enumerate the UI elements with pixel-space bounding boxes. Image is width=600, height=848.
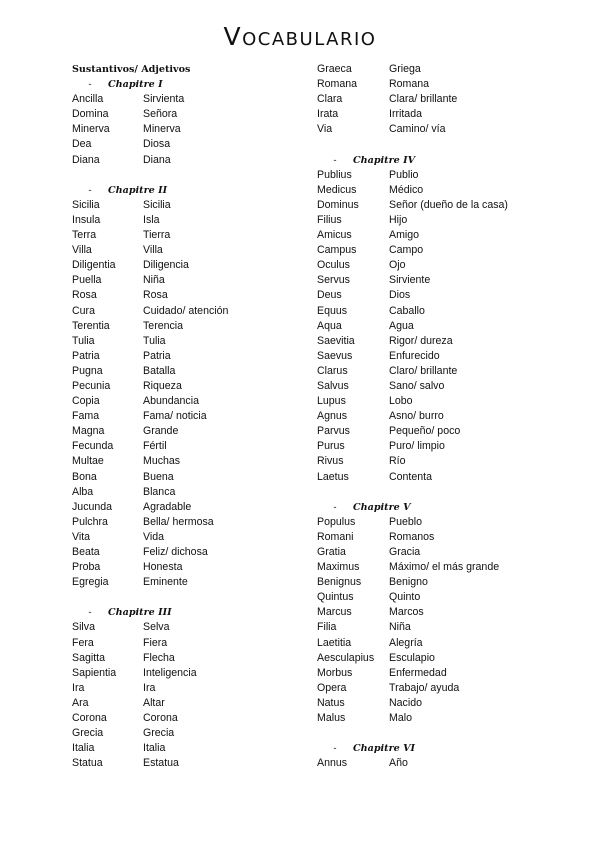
vocab-row [317, 530, 577, 545]
spanish-translation: Terencia [143, 319, 184, 332]
spanish-translation: Ira [143, 681, 156, 694]
vocab-row [317, 228, 577, 243]
vocab-row [72, 137, 292, 152]
spanish-translation: Cuidado/ atención [143, 304, 229, 317]
latin-word: Aqua [317, 319, 342, 332]
spanish-translation: Fértil [143, 440, 167, 453]
spanish-translation: Estatua [143, 757, 179, 770]
latin-word: Saevus [317, 349, 353, 362]
vocab-row [317, 470, 577, 485]
vocab-row [317, 334, 577, 349]
right-column [317, 62, 577, 771]
latin-word: Marcus [317, 606, 352, 619]
vocab-row [317, 394, 577, 409]
latin-word: Terentia [72, 319, 110, 332]
vocab-row [317, 666, 577, 681]
vocab-row [72, 319, 292, 334]
spanish-translation: Ojo [389, 259, 406, 272]
latin-word: Silva [72, 621, 95, 634]
latin-word: Oculus [317, 259, 350, 272]
vocab-row [72, 334, 292, 349]
spanish-translation: Flecha [143, 651, 175, 664]
vocab-row [317, 575, 577, 590]
latin-word: Parvus [317, 425, 350, 438]
latin-word: Multae [72, 455, 104, 468]
vocab-row [72, 545, 292, 560]
spanish-translation: Pueblo [389, 515, 422, 528]
vocab-row [317, 590, 577, 605]
vocab-row [317, 454, 577, 469]
latin-word: Diligentia [72, 259, 116, 272]
vocab-row [317, 711, 577, 726]
latin-word: Insula [72, 213, 101, 226]
latin-word: Minerva [72, 123, 110, 136]
spanish-translation: Trabajo/ ayuda [389, 681, 460, 694]
bullet-dash: - [88, 79, 92, 91]
latin-word: Gratia [317, 546, 346, 558]
vocab-row [317, 183, 577, 198]
latin-word: Salvus [317, 379, 349, 392]
latin-word: Clara [317, 93, 343, 106]
latin-word: Laetus [317, 470, 349, 483]
latin-word: Bona [72, 470, 97, 483]
vocab-row [317, 756, 577, 771]
spanish-translation: Bella/ hermosa [143, 515, 214, 528]
vocab-row [317, 288, 577, 303]
latin-word: Beata [72, 546, 100, 558]
spanish-translation: Romana [389, 78, 430, 91]
spanish-translation: Patria [143, 349, 171, 362]
section-spacer [317, 726, 577, 741]
latin-word: Irata [317, 108, 339, 121]
latin-word: Purus [317, 440, 345, 453]
spanish-translation: Niña [143, 274, 165, 287]
latin-word: Sagitta [72, 651, 105, 664]
latin-word: Amicus [317, 229, 352, 242]
latin-word: Pugna [72, 364, 103, 377]
vocab-row [72, 636, 292, 651]
vocab-row [72, 560, 292, 575]
latin-word: Sicilia [72, 198, 100, 211]
latin-word: Dea [72, 138, 92, 151]
latin-word: Lupus [317, 395, 346, 408]
chapter-heading [72, 605, 292, 620]
spanish-translation: Puro/ limpio [389, 440, 445, 453]
section-spacer [317, 485, 577, 500]
spanish-translation: Muchas [143, 455, 181, 468]
latin-word: Romani [317, 530, 354, 543]
latin-word: Alba [72, 485, 94, 498]
chapter-title: Chapitre V [353, 501, 411, 513]
chapter-title: Chapitre I [108, 79, 163, 91]
latin-word: Natus [317, 696, 345, 709]
vocab-row [72, 424, 292, 439]
vocab-row [72, 530, 292, 545]
spanish-translation: Río [389, 455, 406, 468]
latin-word: Morbus [317, 666, 353, 679]
vocab-row [317, 258, 577, 273]
latin-word: Fama [72, 410, 100, 423]
spanish-translation: Claro/ brillante [389, 364, 458, 377]
vocab-row [317, 77, 577, 92]
vocab-row [72, 651, 292, 666]
vocab-row [317, 424, 577, 439]
spanish-translation: Grande [143, 425, 179, 438]
vocab-row [317, 92, 577, 107]
spanish-translation: Niña [389, 621, 411, 634]
latin-word: Laetitia [317, 636, 352, 649]
chapter-title: Chapitre III [108, 607, 172, 619]
latin-word: Annus [317, 757, 348, 770]
chapter-heading [317, 153, 577, 168]
vocab-row [317, 198, 577, 213]
spanish-translation: Enfermedad [389, 666, 447, 679]
bullet-dash: - [88, 184, 92, 196]
spanish-translation: Selva [143, 621, 170, 634]
spanish-translation: Nacido [389, 696, 422, 709]
vocab-row [317, 168, 577, 183]
spanish-translation: Feliz/ dichosa [143, 546, 208, 558]
latin-word: Servus [317, 274, 350, 287]
latin-word: Statua [72, 757, 103, 770]
vocab-row [72, 107, 292, 122]
vocab-row [317, 243, 577, 258]
spanish-translation: Minerva [143, 123, 181, 136]
vocab-row [317, 62, 577, 77]
spanish-translation: Publio [389, 168, 419, 181]
latin-word: Fecunda [72, 440, 114, 453]
latin-word: Deus [317, 289, 342, 302]
spanish-translation: Grecia [143, 727, 175, 740]
spanish-translation: Amigo [389, 229, 420, 242]
vocab-row [72, 500, 292, 515]
vocab-row [72, 122, 292, 137]
vocab-row [317, 605, 577, 620]
spanish-translation: Blanca [143, 485, 176, 498]
latin-word: Malus [317, 712, 346, 725]
spanish-translation: Enfurecido [389, 349, 440, 362]
latin-word: Ara [72, 696, 89, 709]
bullet-dash: - [88, 607, 92, 619]
spanish-translation: Batalla [143, 364, 176, 377]
vocab-row [72, 454, 292, 469]
latin-word: Egregia [72, 576, 109, 589]
vocab-row [317, 213, 577, 228]
spanish-translation: Romanos [389, 530, 435, 543]
spanish-translation: Sicilia [143, 198, 171, 211]
vocab-row [72, 394, 292, 409]
bullet-dash: - [333, 154, 337, 166]
latin-word: Patria [72, 349, 100, 362]
vocab-row [317, 304, 577, 319]
vocab-row [72, 304, 292, 319]
latin-word: Via [317, 123, 333, 136]
vocab-row [317, 409, 577, 424]
latin-word: Villa [72, 244, 92, 257]
spanish-translation: Gracia [389, 546, 421, 558]
spanish-translation: Campo [389, 244, 424, 257]
latin-word: Ancilla [72, 93, 104, 106]
chapter-heading [317, 741, 577, 756]
chapter-title: Chapitre II [108, 184, 168, 196]
spanish-translation: Marcos [389, 606, 424, 619]
latin-word: Italia [72, 742, 95, 755]
latin-word: Domina [72, 108, 109, 121]
spanish-translation: Señora [143, 108, 178, 121]
vocab-row [72, 379, 292, 394]
vocab-row [72, 213, 292, 228]
vocab-row [72, 470, 292, 485]
spanish-translation: Año [389, 757, 408, 770]
vocab-row [317, 439, 577, 454]
spanish-translation: Alegría [389, 636, 423, 649]
spanish-translation: Altar [143, 696, 165, 709]
latin-word: Saevitia [317, 334, 355, 347]
latin-word: Rosa [72, 289, 97, 302]
vocab-row [317, 319, 577, 334]
vocab-row [72, 515, 292, 530]
chapter-heading [317, 500, 577, 515]
vocab-row [72, 696, 292, 711]
spanish-translation: Asno/ burro [389, 410, 444, 423]
spanish-translation: Inteligencia [143, 666, 197, 679]
spanish-translation: Riqueza [143, 379, 182, 392]
latin-word: Proba [72, 561, 101, 574]
latin-word: Sapientia [72, 666, 117, 679]
latin-word: Maximus [317, 561, 360, 574]
vocab-row [317, 560, 577, 575]
vocab-row [72, 711, 292, 726]
vocab-row [317, 636, 577, 651]
latin-word: Romana [317, 78, 358, 91]
spanish-translation: Eminente [143, 576, 188, 589]
vocab-row [317, 681, 577, 696]
bullet-dash: - [333, 501, 337, 513]
spanish-translation: Caballo [389, 304, 425, 317]
spanish-translation: Sano/ salvo [389, 379, 445, 392]
spanish-translation: Diosa [143, 138, 171, 151]
chapter-heading [72, 77, 292, 92]
spanish-translation: Villa [143, 244, 163, 257]
vocab-row [72, 364, 292, 379]
vocab-row [72, 198, 292, 213]
vocab-row [317, 379, 577, 394]
vocab-row [317, 107, 577, 122]
spanish-translation: Diligencia [143, 259, 189, 272]
vocab-row [72, 726, 292, 741]
vocab-row [317, 364, 577, 379]
spanish-translation: Fama/ noticia [143, 410, 207, 423]
spanish-translation: Diana [143, 153, 171, 166]
vocab-row [72, 243, 292, 258]
spanish-translation: Sirvienta [143, 93, 185, 106]
vocab-row [317, 651, 577, 666]
vocab-row [72, 485, 292, 500]
vocab-row [317, 515, 577, 530]
latin-word: Filius [317, 213, 342, 226]
latin-word: Quintus [317, 591, 354, 604]
spanish-translation: Buena [143, 470, 174, 483]
latin-word: Clarus [317, 364, 348, 377]
spanish-translation: Agradable [143, 500, 192, 513]
spanish-translation: Rigor/ dureza [389, 334, 453, 347]
vocab-row [72, 620, 292, 635]
spanish-translation: Agua [389, 319, 414, 332]
latin-word: Populus [317, 515, 356, 528]
latin-word: Aesculapius [317, 651, 375, 664]
latin-word: Puella [72, 274, 102, 287]
section-spacer [72, 168, 292, 183]
spanish-translation: Clara/ brillante [389, 93, 458, 106]
bullet-dash: - [333, 743, 337, 755]
spanish-translation: Tulia [143, 334, 166, 347]
latin-word: Agnus [317, 410, 348, 423]
spanish-translation: Vida [143, 530, 165, 543]
spanish-translation: Malo [389, 712, 412, 725]
vocab-row [72, 741, 292, 756]
spanish-translation: Isla [143, 213, 160, 226]
spanish-translation: Fiera [143, 636, 168, 649]
latin-word: Grecia [72, 727, 104, 740]
vocab-row [72, 681, 292, 696]
section-spacer [72, 590, 292, 605]
vocab-row [72, 228, 292, 243]
latin-word: Magna [72, 425, 105, 438]
spanish-translation: Médico [389, 183, 424, 196]
spanish-translation: Rosa [143, 289, 168, 302]
latin-word: Copia [72, 395, 100, 408]
vocab-row [317, 696, 577, 711]
latin-word: Pulchra [72, 515, 108, 528]
latin-word: Campus [317, 244, 357, 257]
spanish-translation: Dios [389, 289, 411, 302]
vocab-row [317, 122, 577, 137]
spanish-translation: Señor (dueño de la casa) [389, 198, 508, 211]
chapter-heading [72, 183, 292, 198]
latin-word: Vita [72, 530, 91, 543]
left-column [72, 62, 292, 771]
latin-word: Opera [317, 681, 347, 694]
latin-word: Equus [317, 304, 348, 317]
latin-word: Terra [72, 229, 97, 242]
spanish-translation: Máximo/ el más grande [389, 561, 500, 574]
spanish-translation: Griega [389, 63, 421, 75]
spanish-translation: Camino/ vía [389, 123, 446, 136]
vocab-row [317, 273, 577, 288]
spanish-translation: Irritada [389, 108, 422, 121]
spanish-translation: Sirviente [389, 274, 431, 287]
latin-word: Filia [317, 621, 337, 634]
latin-word: Fera [72, 636, 94, 649]
spanish-translation: Contenta [389, 470, 432, 483]
spanish-translation: Tierra [143, 229, 171, 242]
spanish-translation: Pequeño/ poco [389, 425, 461, 438]
latin-word: Medicus [317, 183, 357, 196]
vocab-row [72, 349, 292, 364]
section-subtitle: Sustantivos/ Adjetivos [72, 64, 191, 75]
vocab-row [317, 620, 577, 635]
vocab-row [72, 92, 292, 107]
latin-word: Rivus [317, 455, 344, 468]
vocab-row [72, 258, 292, 273]
latin-word: Tulia [72, 334, 95, 347]
latin-word: Publius [317, 168, 352, 181]
vocab-row [72, 288, 292, 303]
latin-word: Graeca [317, 63, 352, 75]
spanish-translation: Corona [143, 712, 178, 725]
vocab-row [72, 666, 292, 681]
spanish-translation: Italia [143, 742, 166, 755]
vocab-row [72, 409, 292, 424]
vocab-row [72, 756, 292, 771]
chapter-title: Chapitre IV [353, 154, 416, 166]
spanish-translation: Abundancia [143, 395, 199, 408]
latin-word: Pecunia [72, 379, 111, 392]
latin-word: Diana [72, 153, 100, 166]
latin-word: Ira [72, 681, 85, 694]
spanish-translation: Esculapio [389, 651, 435, 664]
spanish-translation: Honesta [143, 561, 183, 574]
page-title: Vocabulario [223, 22, 377, 51]
chapter-title: Chapitre VI [353, 743, 416, 755]
latin-word: Cura [72, 304, 95, 317]
latin-word: Benignus [317, 576, 362, 589]
vocab-row [72, 153, 292, 168]
latin-word: Jucunda [72, 500, 113, 513]
spanish-translation: Benigno [389, 576, 428, 589]
vocab-row [72, 439, 292, 454]
vocab-row [317, 545, 577, 560]
spanish-translation: Quinto [389, 591, 421, 604]
latin-word: Corona [72, 712, 107, 725]
spanish-translation: Hijo [389, 213, 408, 226]
latin-word: Dominus [317, 198, 359, 211]
vocab-row [72, 575, 292, 590]
vocab-row [317, 349, 577, 364]
section-spacer [317, 137, 577, 152]
vocab-row [72, 273, 292, 288]
spanish-translation: Lobo [389, 395, 413, 408]
